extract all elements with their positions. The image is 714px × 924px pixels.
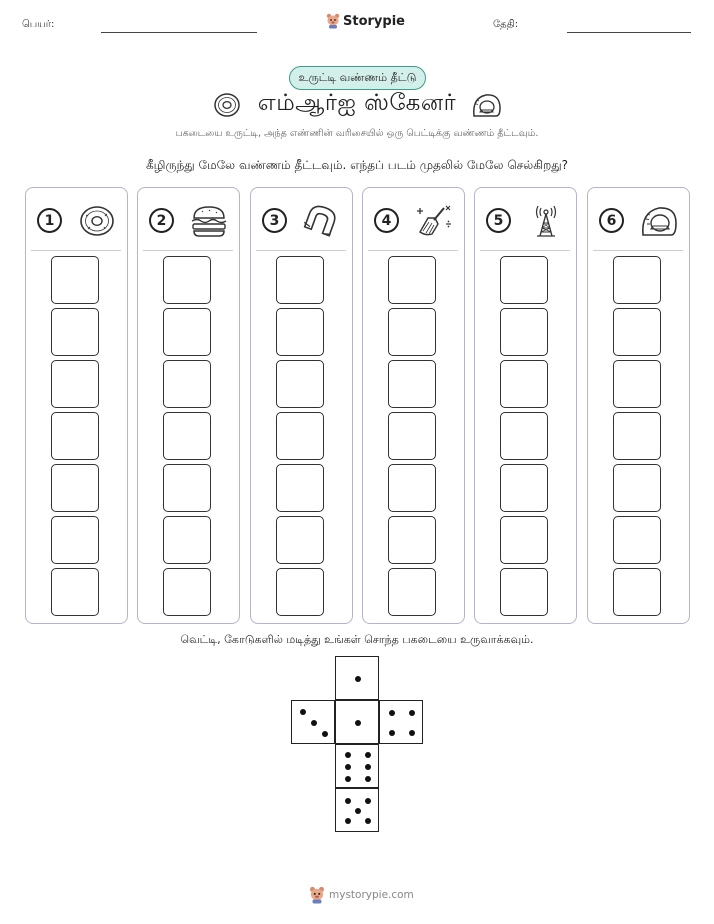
column-divider — [593, 250, 683, 251]
color-box[interactable] — [51, 256, 99, 304]
mri-scanner-icon — [639, 204, 679, 238]
footer-site-link[interactable]: mystorypie.com — [329, 889, 414, 901]
name-label: பெயர்: — [22, 19, 55, 30]
color-box[interactable] — [51, 464, 99, 512]
color-box[interactable] — [163, 308, 211, 356]
die-pip — [345, 818, 351, 824]
die-face-6[interactable] — [335, 744, 379, 788]
color-box[interactable] — [51, 360, 99, 408]
color-box[interactable] — [613, 568, 661, 616]
color-box[interactable] — [163, 412, 211, 460]
color-box[interactable] — [51, 308, 99, 356]
cleaning-brush-icon — [414, 204, 454, 238]
color-box[interactable] — [500, 360, 548, 408]
die-pip — [345, 752, 351, 758]
antenna-tower-icon — [526, 204, 566, 238]
dice-column-2 — [137, 187, 240, 624]
color-box[interactable] — [388, 568, 436, 616]
mri-scanner-icon — [470, 92, 502, 118]
color-box[interactable] — [276, 568, 324, 616]
footer — [309, 886, 414, 904]
page-title: எம்ஆர்ஐ ஸ்கேனர் — [257, 90, 457, 116]
die-pip — [365, 818, 371, 824]
dice-instruction: வெட்டி, கோடுகளில் மடித்து உங்கள் சொந்த பகடையை உருவாக்கவும். — [180, 633, 534, 646]
column-number: 2 — [149, 208, 174, 233]
color-box[interactable] — [163, 464, 211, 512]
color-box[interactable] — [163, 256, 211, 304]
color-box[interactable] — [500, 256, 548, 304]
dice-column-1 — [25, 187, 128, 624]
die-pip — [300, 709, 306, 715]
color-box[interactable] — [500, 464, 548, 512]
die-face-5[interactable] — [335, 788, 379, 832]
die-pip — [311, 720, 317, 726]
column-number: 4 — [374, 208, 399, 233]
logo-text: Storypie — [343, 13, 405, 29]
color-box[interactable] — [276, 412, 324, 460]
storypie-mascot-icon — [309, 886, 325, 904]
die-pip — [389, 730, 395, 736]
color-box[interactable] — [276, 516, 324, 564]
die-pip — [409, 710, 415, 716]
color-box[interactable] — [276, 308, 324, 356]
burger-icon — [189, 204, 229, 238]
column-number: 1 — [37, 208, 62, 233]
color-box[interactable] — [163, 568, 211, 616]
column-divider — [480, 250, 570, 251]
column-divider — [31, 250, 121, 251]
date-label: தேதி: — [493, 19, 519, 30]
color-box[interactable] — [388, 256, 436, 304]
storypie-logo — [326, 13, 405, 29]
color-box[interactable] — [163, 516, 211, 564]
date-line[interactable] — [567, 32, 691, 33]
color-box[interactable] — [500, 412, 548, 460]
die-pip — [365, 764, 371, 770]
color-box[interactable] — [163, 360, 211, 408]
magnet-icon — [302, 204, 342, 238]
die-face-3[interactable] — [291, 700, 335, 744]
storypie-mascot-icon — [326, 13, 340, 29]
die-pip — [345, 798, 351, 804]
color-box[interactable] — [500, 516, 548, 564]
die-pip — [355, 676, 361, 682]
column-divider — [368, 250, 458, 251]
die-face-1[interactable] — [335, 656, 379, 700]
color-box[interactable] — [500, 308, 548, 356]
color-box[interactable] — [388, 516, 436, 564]
die-face-1[interactable] — [335, 700, 379, 744]
die-pip — [345, 764, 351, 770]
column-number: 6 — [599, 208, 624, 233]
color-box[interactable] — [51, 568, 99, 616]
question-text: கீழிருந்து மேலே வண்ணம் தீட்டவும். எந்தப் படம் முதலில் மேலே செல்கிறது? — [145, 158, 569, 172]
column-divider — [256, 250, 346, 251]
color-box[interactable] — [613, 516, 661, 564]
color-box[interactable] — [388, 412, 436, 460]
color-box[interactable] — [613, 464, 661, 512]
die-pip — [345, 776, 351, 782]
color-box[interactable] — [613, 360, 661, 408]
name-line[interactable] — [101, 32, 257, 33]
die-pip — [355, 808, 361, 814]
die-pip — [322, 731, 328, 737]
dice-column-6 — [587, 187, 690, 624]
color-box[interactable] — [276, 464, 324, 512]
die-face-4[interactable] — [379, 700, 423, 744]
die-pip — [365, 798, 371, 804]
instructions-subtitle: பகடையை உருட்டி, அந்த எண்ணின் வரிசையில் ஒரு பெட்டிக்கு வண்ணம் தீட்டவும். — [175, 128, 539, 139]
color-box[interactable] — [613, 308, 661, 356]
die-pip — [365, 776, 371, 782]
subject-badge: உருட்டி வண்ணம் தீட்டு — [289, 66, 426, 90]
column-divider — [143, 250, 233, 251]
die-pip — [409, 730, 415, 736]
color-box[interactable] — [613, 256, 661, 304]
color-box[interactable] — [388, 308, 436, 356]
color-box[interactable] — [388, 360, 436, 408]
die-pip — [389, 710, 395, 716]
column-number: 5 — [486, 208, 511, 233]
color-box[interactable] — [276, 256, 324, 304]
color-box[interactable] — [500, 568, 548, 616]
color-box[interactable] — [51, 412, 99, 460]
die-pip — [355, 720, 361, 726]
donut-icon — [77, 204, 117, 238]
dice-column-4 — [362, 187, 465, 624]
dice-column-3 — [250, 187, 353, 624]
color-box[interactable] — [388, 464, 436, 512]
color-box[interactable] — [276, 360, 324, 408]
die-pip — [365, 752, 371, 758]
column-number: 3 — [262, 208, 287, 233]
dice-column-5 — [474, 187, 577, 624]
color-box[interactable] — [613, 412, 661, 460]
color-box[interactable] — [51, 516, 99, 564]
